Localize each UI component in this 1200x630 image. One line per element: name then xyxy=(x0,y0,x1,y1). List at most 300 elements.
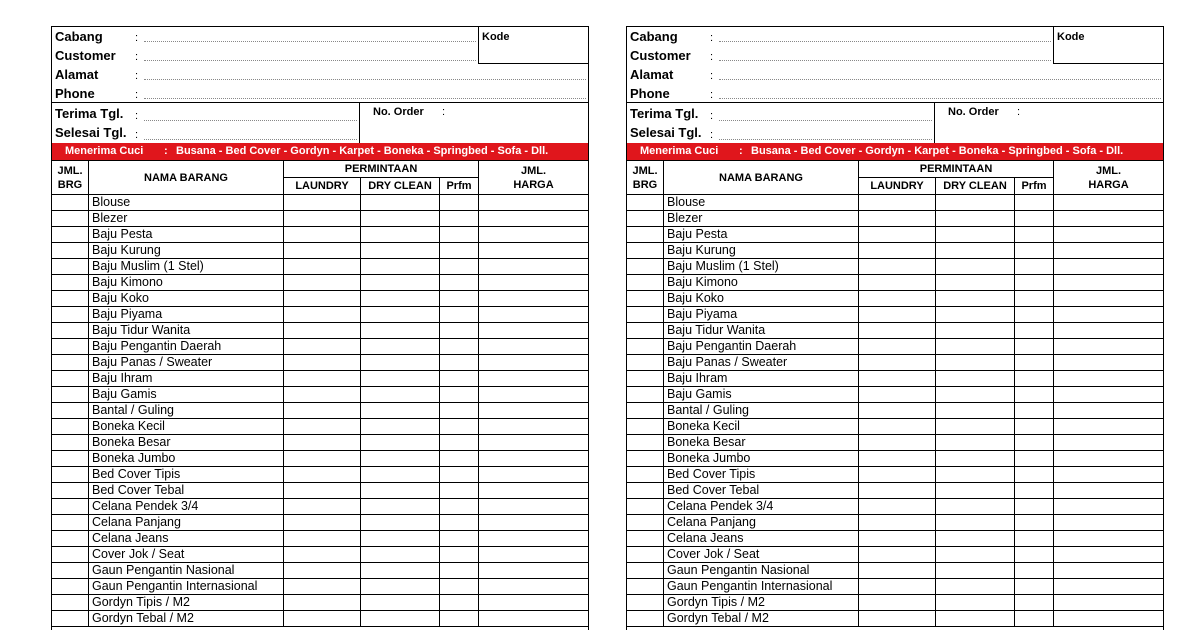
laundry-cell[interactable] xyxy=(284,451,361,467)
dry-clean-cell[interactable] xyxy=(361,579,440,595)
qty-cell[interactable] xyxy=(627,531,664,547)
qty-cell[interactable] xyxy=(627,355,664,371)
dry-clean-cell[interactable] xyxy=(361,355,440,371)
prfm-cell[interactable] xyxy=(1015,403,1054,419)
terima-tgl-field[interactable] xyxy=(719,120,932,121)
table-row xyxy=(52,579,589,595)
qty-cell[interactable] xyxy=(52,275,89,291)
dry-clean-cell[interactable] xyxy=(361,435,440,451)
qty-cell[interactable] xyxy=(52,579,89,595)
dry-clean-cell[interactable] xyxy=(361,291,440,307)
laundry-cell[interactable] xyxy=(284,531,361,547)
prfm-cell[interactable] xyxy=(440,451,479,467)
prfm-cell[interactable] xyxy=(440,563,479,579)
item-name: Baju Gamis xyxy=(664,387,859,403)
price-cell[interactable] xyxy=(1054,531,1164,547)
prfm-cell[interactable] xyxy=(440,387,479,403)
prfm-cell[interactable] xyxy=(1015,259,1054,275)
qty-cell[interactable] xyxy=(627,387,664,403)
dry-clean-cell[interactable] xyxy=(936,243,1015,259)
laundry-cell[interactable] xyxy=(859,275,936,291)
price-cell[interactable] xyxy=(479,547,589,563)
prfm-cell[interactable] xyxy=(1015,323,1054,339)
table-row xyxy=(627,467,1164,483)
qty-cell[interactable] xyxy=(627,515,664,531)
price-cell[interactable] xyxy=(1054,371,1164,387)
prfm-cell[interactable] xyxy=(440,547,479,563)
price-cell[interactable] xyxy=(479,499,589,515)
item-name: Bed Cover Tebal xyxy=(89,483,284,499)
qty-cell[interactable] xyxy=(52,243,89,259)
qty-cell[interactable] xyxy=(52,531,89,547)
price-cell[interactable] xyxy=(1054,499,1164,515)
price-cell[interactable] xyxy=(1054,435,1164,451)
prfm-cell[interactable] xyxy=(1015,355,1054,371)
qty-cell[interactable] xyxy=(52,371,89,387)
laundry-cell[interactable] xyxy=(859,227,936,243)
dry-clean-cell[interactable] xyxy=(936,579,1015,595)
dry-clean-cell[interactable] xyxy=(361,339,440,355)
laundry-cell[interactable] xyxy=(284,499,361,515)
qty-cell[interactable] xyxy=(52,483,89,499)
prfm-cell[interactable] xyxy=(1015,611,1054,627)
laundry-cell[interactable] xyxy=(284,243,361,259)
laundry-cell[interactable] xyxy=(284,467,361,483)
permintaan-header: PERMINTAAN xyxy=(284,161,479,178)
qty-cell[interactable] xyxy=(52,355,89,371)
laundry-cell[interactable] xyxy=(859,483,936,499)
laundry-cell[interactable] xyxy=(859,515,936,531)
prfm-cell[interactable] xyxy=(440,435,479,451)
price-cell[interactable] xyxy=(479,579,589,595)
price-cell[interactable] xyxy=(1054,243,1164,259)
qty-cell[interactable] xyxy=(627,419,664,435)
table-row xyxy=(52,339,589,355)
laundry-cell[interactable] xyxy=(284,323,361,339)
dry-clean-cell[interactable] xyxy=(936,595,1015,611)
laundry-cell[interactable] xyxy=(284,563,361,579)
prfm-cell[interactable] xyxy=(440,275,479,291)
price-cell[interactable] xyxy=(479,515,589,531)
price-cell[interactable] xyxy=(479,403,589,419)
price-cell[interactable] xyxy=(479,323,589,339)
price-cell[interactable] xyxy=(1054,579,1164,595)
laundry-cell[interactable] xyxy=(284,195,361,211)
customer-field[interactable] xyxy=(719,60,1051,61)
prfm-cell[interactable] xyxy=(440,371,479,387)
price-cell[interactable] xyxy=(1054,515,1164,531)
price-cell[interactable] xyxy=(479,483,589,499)
prfm-cell[interactable] xyxy=(440,579,479,595)
price-cell[interactable] xyxy=(1054,211,1164,227)
price-cell[interactable] xyxy=(1054,547,1164,563)
terima-colon: : xyxy=(135,110,139,122)
dry-clean-cell[interactable] xyxy=(936,259,1015,275)
item-name: Baju Pesta xyxy=(664,227,859,243)
terima-tgl-field[interactable] xyxy=(144,120,357,121)
dry-clean-cell[interactable] xyxy=(361,387,440,403)
price-cell[interactable] xyxy=(479,387,589,403)
qty-cell[interactable] xyxy=(52,339,89,355)
laundry-cell[interactable] xyxy=(284,275,361,291)
laundry-cell[interactable] xyxy=(859,547,936,563)
price-cell[interactable] xyxy=(1054,307,1164,323)
qty-cell[interactable] xyxy=(52,291,89,307)
qty-cell[interactable] xyxy=(627,227,664,243)
dry-clean-cell[interactable] xyxy=(361,547,440,563)
price-cell[interactable] xyxy=(1054,387,1164,403)
qty-cell[interactable] xyxy=(627,211,664,227)
qty-cell[interactable] xyxy=(627,403,664,419)
laundry-cell[interactable] xyxy=(859,371,936,387)
qty-cell[interactable] xyxy=(627,243,664,259)
dry-clean-cell[interactable] xyxy=(936,227,1015,243)
prfm-cell[interactable] xyxy=(1015,211,1054,227)
price-cell[interactable] xyxy=(479,195,589,211)
qty-cell[interactable] xyxy=(52,499,89,515)
dry-clean-cell[interactable] xyxy=(936,563,1015,579)
price-cell[interactable] xyxy=(479,291,589,307)
dry-clean-cell[interactable] xyxy=(936,611,1015,627)
laundry-cell[interactable] xyxy=(284,387,361,403)
dry-clean-cell[interactable] xyxy=(936,339,1015,355)
alamat-field[interactable] xyxy=(144,79,586,80)
dry-clean-cell[interactable] xyxy=(936,531,1015,547)
laundry-cell[interactable] xyxy=(859,387,936,403)
qty-cell[interactable] xyxy=(627,579,664,595)
qty-cell[interactable] xyxy=(52,227,89,243)
dry-clean-cell[interactable] xyxy=(936,547,1015,563)
customer-field[interactable] xyxy=(144,60,476,61)
price-cell[interactable] xyxy=(479,243,589,259)
prfm-cell[interactable] xyxy=(440,515,479,531)
prfm-cell[interactable] xyxy=(1015,291,1054,307)
laundry-cell[interactable] xyxy=(859,307,936,323)
qty-cell[interactable] xyxy=(52,563,89,579)
dry-clean-cell[interactable] xyxy=(936,355,1015,371)
price-cell[interactable] xyxy=(479,339,589,355)
laundry-cell[interactable] xyxy=(284,515,361,531)
dry-clean-cell[interactable] xyxy=(361,403,440,419)
dry-clean-cell[interactable] xyxy=(936,275,1015,291)
price-cell[interactable] xyxy=(479,275,589,291)
qty-cell[interactable] xyxy=(52,307,89,323)
prfm-cell[interactable] xyxy=(1015,467,1054,483)
phone-field[interactable] xyxy=(719,98,1161,99)
laundry-cell[interactable] xyxy=(284,435,361,451)
prfm-cell[interactable] xyxy=(440,499,479,515)
price-cell[interactable] xyxy=(1054,339,1164,355)
prfm-cell[interactable] xyxy=(1015,451,1054,467)
price-cell[interactable] xyxy=(1054,275,1164,291)
laundry-cell[interactable] xyxy=(859,579,936,595)
prfm-cell[interactable] xyxy=(1015,371,1054,387)
dry-clean-cell[interactable] xyxy=(936,371,1015,387)
prfm-cell[interactable] xyxy=(440,467,479,483)
price-cell[interactable] xyxy=(1054,291,1164,307)
qty-cell[interactable] xyxy=(52,403,89,419)
qty-cell[interactable] xyxy=(627,291,664,307)
price-cell[interactable] xyxy=(479,371,589,387)
qty-cell[interactable] xyxy=(627,195,664,211)
qty-cell[interactable] xyxy=(627,467,664,483)
dry-clean-cell[interactable] xyxy=(361,275,440,291)
qty-cell[interactable] xyxy=(52,195,89,211)
prfm-cell[interactable] xyxy=(1015,275,1054,291)
qty-cell[interactable] xyxy=(627,547,664,563)
laundry-cell[interactable] xyxy=(284,339,361,355)
dry-clean-cell[interactable] xyxy=(936,419,1015,435)
dry-clean-cell[interactable] xyxy=(361,307,440,323)
dry-clean-cell[interactable] xyxy=(361,419,440,435)
dry-clean-cell[interactable] xyxy=(936,499,1015,515)
banner-colon: : xyxy=(739,145,743,157)
table-row xyxy=(52,483,589,499)
price-cell[interactable] xyxy=(479,227,589,243)
table-row xyxy=(52,419,589,435)
laundry-cell[interactable] xyxy=(859,435,936,451)
price-cell[interactable] xyxy=(479,211,589,227)
qty-cell[interactable] xyxy=(52,211,89,227)
dry-clean-cell[interactable] xyxy=(936,403,1015,419)
qty-cell[interactable] xyxy=(52,451,89,467)
dry-clean-cell[interactable] xyxy=(361,243,440,259)
price-cell[interactable] xyxy=(479,595,589,611)
price-cell[interactable] xyxy=(479,419,589,435)
prfm-cell[interactable] xyxy=(1015,499,1054,515)
qty-cell[interactable] xyxy=(52,323,89,339)
qty-cell[interactable] xyxy=(627,323,664,339)
laundry-cell[interactable] xyxy=(284,371,361,387)
price-cell[interactable] xyxy=(1054,563,1164,579)
dry-clean-cell[interactable] xyxy=(361,483,440,499)
laundry-cell[interactable] xyxy=(859,563,936,579)
laundry-cell[interactable] xyxy=(284,227,361,243)
qty-cell[interactable] xyxy=(627,435,664,451)
price-cell[interactable] xyxy=(479,435,589,451)
prfm-cell[interactable] xyxy=(440,339,479,355)
prfm-cell[interactable] xyxy=(1015,195,1054,211)
price-cell[interactable] xyxy=(1054,195,1164,211)
prfm-cell[interactable] xyxy=(1015,435,1054,451)
prfm-cell[interactable] xyxy=(1015,579,1054,595)
dry-clean-cell[interactable] xyxy=(936,291,1015,307)
prfm-cell[interactable] xyxy=(440,611,479,627)
laundry-cell[interactable] xyxy=(859,451,936,467)
price-cell[interactable] xyxy=(479,531,589,547)
dry-clean-cell[interactable] xyxy=(936,195,1015,211)
price-cell[interactable] xyxy=(1054,611,1164,627)
price-cell[interactable] xyxy=(1054,323,1164,339)
price-cell[interactable] xyxy=(1054,467,1164,483)
laundry-cell[interactable] xyxy=(859,403,936,419)
selesai-tgl-field[interactable] xyxy=(144,139,357,140)
laundry-cell[interactable] xyxy=(284,259,361,275)
price-cell[interactable] xyxy=(1054,451,1164,467)
laundry-cell[interactable] xyxy=(284,291,361,307)
prfm-cell[interactable] xyxy=(1015,531,1054,547)
dry-clean-cell[interactable] xyxy=(361,531,440,547)
dry-clean-cell[interactable] xyxy=(361,323,440,339)
prfm-cell[interactable] xyxy=(1015,339,1054,355)
no-order-field[interactable] xyxy=(451,119,571,120)
prfm-cell[interactable] xyxy=(440,211,479,227)
prfm-cell[interactable] xyxy=(1015,563,1054,579)
qty-cell[interactable] xyxy=(52,419,89,435)
dry-clean-cell[interactable] xyxy=(361,451,440,467)
qty-cell[interactable] xyxy=(627,563,664,579)
qty-cell[interactable] xyxy=(627,611,664,627)
dry-clean-cell[interactable] xyxy=(936,451,1015,467)
laundry-cell[interactable] xyxy=(859,531,936,547)
laundry-cell[interactable] xyxy=(859,467,936,483)
prfm-cell[interactable] xyxy=(1015,547,1054,563)
dry-clean-cell[interactable] xyxy=(361,259,440,275)
prfm-cell[interactable] xyxy=(440,227,479,243)
qty-cell[interactable] xyxy=(52,515,89,531)
qty-cell[interactable] xyxy=(52,435,89,451)
laundry-cell[interactable] xyxy=(859,339,936,355)
laundry-cell[interactable] xyxy=(859,595,936,611)
prfm-cell[interactable] xyxy=(1015,595,1054,611)
qty-cell[interactable] xyxy=(52,387,89,403)
dry-clean-cell[interactable] xyxy=(361,467,440,483)
dry-clean-cell[interactable] xyxy=(361,611,440,627)
laundry-cell[interactable] xyxy=(284,611,361,627)
dry-clean-cell[interactable] xyxy=(361,595,440,611)
dry-clean-cell[interactable] xyxy=(361,195,440,211)
dry-clean-cell[interactable] xyxy=(936,467,1015,483)
prfm-cell[interactable] xyxy=(1015,419,1054,435)
item-name: Boneka Jumbo xyxy=(89,451,284,467)
dry-clean-cell[interactable] xyxy=(361,227,440,243)
qty-cell[interactable] xyxy=(627,275,664,291)
qty-cell[interactable] xyxy=(52,595,89,611)
laundry-cell[interactable] xyxy=(284,355,361,371)
qty-cell[interactable] xyxy=(627,451,664,467)
dry-clean-cell[interactable] xyxy=(936,435,1015,451)
alamat-field[interactable] xyxy=(719,79,1161,80)
laundry-cell[interactable] xyxy=(859,499,936,515)
price-cell[interactable] xyxy=(479,307,589,323)
laundry-cell[interactable] xyxy=(284,307,361,323)
qty-cell[interactable] xyxy=(627,595,664,611)
price-cell[interactable] xyxy=(479,355,589,371)
table-row xyxy=(627,499,1164,515)
dry-clean-cell[interactable] xyxy=(936,387,1015,403)
prfm-cell[interactable] xyxy=(440,531,479,547)
laundry-cell[interactable] xyxy=(284,483,361,499)
prfm-cell[interactable] xyxy=(440,483,479,499)
price-cell[interactable] xyxy=(479,563,589,579)
price-cell[interactable] xyxy=(1054,595,1164,611)
prfm-cell[interactable] xyxy=(1015,387,1054,403)
prfm-cell[interactable] xyxy=(440,355,479,371)
qty-cell[interactable] xyxy=(627,339,664,355)
laundry-cell[interactable] xyxy=(284,403,361,419)
price-cell[interactable] xyxy=(1054,483,1164,499)
price-cell[interactable] xyxy=(1054,403,1164,419)
price-cell[interactable] xyxy=(1054,419,1164,435)
cabang-field[interactable] xyxy=(719,41,1051,42)
prfm-cell[interactable] xyxy=(440,323,479,339)
dry-clean-cell[interactable] xyxy=(936,483,1015,499)
price-cell[interactable] xyxy=(479,451,589,467)
laundry-cell[interactable] xyxy=(284,419,361,435)
laundry-cell[interactable] xyxy=(284,579,361,595)
customer-label: Customer xyxy=(55,48,116,63)
dry-clean-cell[interactable] xyxy=(361,371,440,387)
dry-clean-cell[interactable] xyxy=(936,515,1015,531)
qty-cell[interactable] xyxy=(52,611,89,627)
prfm-cell[interactable] xyxy=(440,419,479,435)
no-order-field[interactable] xyxy=(1026,119,1146,120)
dry-clean-cell[interactable] xyxy=(361,211,440,227)
laundry-cell[interactable] xyxy=(859,211,936,227)
laundry-cell[interactable] xyxy=(859,259,936,275)
laundry-cell[interactable] xyxy=(859,195,936,211)
prfm-cell[interactable] xyxy=(1015,243,1054,259)
prfm-cell[interactable] xyxy=(1015,307,1054,323)
qty-cell[interactable] xyxy=(627,483,664,499)
price-cell[interactable] xyxy=(1054,355,1164,371)
qty-cell[interactable] xyxy=(627,307,664,323)
prfm-cell[interactable] xyxy=(1015,515,1054,531)
dry-clean-cell[interactable] xyxy=(936,211,1015,227)
qty-cell[interactable] xyxy=(52,467,89,483)
prfm-cell[interactable] xyxy=(440,195,479,211)
selesai-tgl-field[interactable] xyxy=(719,139,932,140)
dry-clean-cell[interactable] xyxy=(361,563,440,579)
price-cell[interactable] xyxy=(479,611,589,627)
dry-clean-cell[interactable] xyxy=(936,323,1015,339)
prfm-cell[interactable] xyxy=(440,291,479,307)
price-cell[interactable] xyxy=(1054,227,1164,243)
laundry-cell[interactable] xyxy=(284,595,361,611)
qty-cell[interactable] xyxy=(52,259,89,275)
item-name: Celana Pendek 3/4 xyxy=(89,499,284,515)
prfm-cell[interactable] xyxy=(440,259,479,275)
laundry-cell[interactable] xyxy=(859,291,936,307)
dry-clean-cell[interactable] xyxy=(936,307,1015,323)
laundry-cell[interactable] xyxy=(859,323,936,339)
laundry-cell[interactable] xyxy=(859,611,936,627)
prfm-cell[interactable] xyxy=(440,307,479,323)
laundry-cell[interactable] xyxy=(859,355,936,371)
prfm-cell[interactable] xyxy=(440,403,479,419)
qty-cell[interactable] xyxy=(52,547,89,563)
price-cell[interactable] xyxy=(479,467,589,483)
laundry-cell[interactable] xyxy=(859,243,936,259)
laundry-cell[interactable] xyxy=(284,547,361,563)
cabang-field[interactable] xyxy=(144,41,476,42)
prfm-cell[interactable] xyxy=(440,243,479,259)
prfm-cell[interactable] xyxy=(440,595,479,611)
price-cell[interactable] xyxy=(479,259,589,275)
dry-clean-cell[interactable] xyxy=(361,515,440,531)
item-name: Celana Pendek 3/4 xyxy=(664,499,859,515)
qty-cell[interactable] xyxy=(627,259,664,275)
dry-clean-cell[interactable] xyxy=(361,499,440,515)
qty-cell[interactable] xyxy=(627,371,664,387)
laundry-cell[interactable] xyxy=(859,419,936,435)
laundry-cell[interactable] xyxy=(284,211,361,227)
prfm-cell[interactable] xyxy=(1015,227,1054,243)
prfm-cell[interactable] xyxy=(1015,483,1054,499)
qty-cell[interactable] xyxy=(627,499,664,515)
price-cell[interactable] xyxy=(1054,259,1164,275)
phone-field[interactable] xyxy=(144,98,586,99)
